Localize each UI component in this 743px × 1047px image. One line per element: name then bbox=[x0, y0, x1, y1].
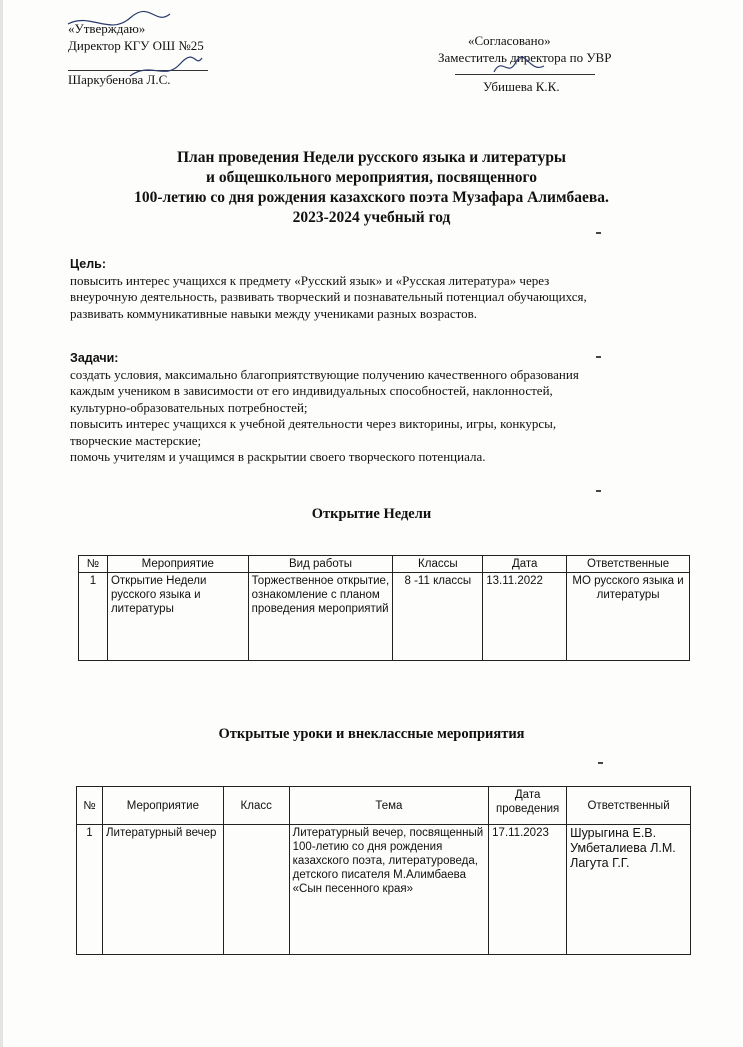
col-header: № bbox=[77, 787, 103, 825]
cell-num: 1 bbox=[79, 573, 108, 661]
goal-line: внеурочную деятельность, развивать творческий и познавательный потенциал обучающихся, bbox=[70, 289, 587, 304]
col-header: Ответственные bbox=[567, 556, 690, 573]
goal-section bbox=[70, 256, 700, 322]
signature-right bbox=[490, 52, 550, 82]
title-line: и общешкольного мероприятия, посвященного bbox=[206, 169, 537, 186]
col-header: Классы bbox=[393, 556, 483, 573]
responsible-name: Лагута Г.Г. bbox=[570, 856, 630, 870]
col-header: Вид работы bbox=[248, 556, 393, 573]
col-header: Мероприятие bbox=[102, 787, 223, 825]
tasks-line: повысить интерес учащихся к учебной деятельности через викторины, игры, конкурсы, bbox=[70, 416, 557, 431]
approval-right-heading: «Согласовано» bbox=[468, 33, 551, 48]
tasks-line: творческие мастерские; bbox=[70, 432, 202, 448]
document-title bbox=[0, 148, 743, 228]
scan-mark bbox=[596, 232, 601, 234]
col-header: Дата проведения bbox=[489, 787, 567, 825]
col-header: Дата bbox=[483, 556, 567, 573]
cell-date: 17.11.2023 bbox=[489, 825, 567, 955]
title-line: 2023-2024 учебный год bbox=[292, 209, 451, 226]
approval-left-heading: «Утверждаю» bbox=[68, 21, 146, 36]
approval-left-name: Шаркубенова Л.С. bbox=[68, 72, 171, 87]
responsible-name: Шурыгина Е.В. bbox=[570, 826, 657, 840]
title-line: План проведения Недели русского языка и литературы bbox=[176, 149, 567, 166]
tasks-line: создать условия, максимально благоприятствующие получению качественного образования bbox=[70, 366, 579, 382]
cell-event: Открытие Недели русского языка и литературы bbox=[107, 573, 248, 661]
section1-heading: Открытие Недели bbox=[311, 506, 432, 522]
approval-right-position: Заместитель директора по УВР bbox=[438, 50, 612, 65]
table-row bbox=[77, 825, 691, 955]
opening-table bbox=[78, 555, 690, 661]
goal-line: развивать коммуникативные навыки между учениками разных возрастов. bbox=[70, 305, 478, 321]
col-header: № bbox=[79, 556, 108, 573]
cell-event: Литературный вечер bbox=[102, 825, 223, 955]
tasks-section bbox=[70, 350, 700, 466]
responsible-name: Умбеталиева Л.М. bbox=[570, 841, 676, 855]
col-header: Ответственный bbox=[567, 787, 691, 825]
cell-responsible: МО русского языка и литературы bbox=[567, 573, 690, 661]
cell-classes: 8 -11 классы bbox=[393, 573, 483, 661]
tasks-line: каждым учеником в зависимости от его индивидуальных способностей, наклонностей, bbox=[70, 383, 553, 398]
approval-right-name: Убишева К.К. bbox=[483, 79, 560, 94]
cell-responsible bbox=[567, 825, 691, 955]
table-header-row bbox=[79, 556, 690, 573]
scan-mark bbox=[598, 762, 603, 764]
scan-mark bbox=[596, 356, 601, 358]
approval-left-position: Директор КГУ ОШ №25 bbox=[68, 38, 204, 53]
section2-heading: Открытые уроки и внеклассные мероприятия bbox=[218, 726, 525, 742]
events-table bbox=[76, 786, 691, 955]
cell-num: 1 bbox=[77, 825, 103, 955]
signature-left bbox=[60, 6, 210, 86]
tasks-line: культурно-образовательных потребностей; bbox=[70, 399, 308, 415]
cell-theme: Литературный вечер, посвященный 100-летию со дня рождения казахского поэта, литературоведа, детского писателя М.Алимбаева «Сын песенного края» bbox=[289, 825, 489, 955]
cell-work: Торжественное открытие, ознакомление с планом проведения мероприятий bbox=[248, 573, 393, 661]
col-header: Класс bbox=[223, 787, 289, 825]
cell-class bbox=[223, 825, 289, 955]
table-row bbox=[79, 573, 690, 661]
tasks-heading: Задачи: bbox=[70, 351, 119, 365]
scan-mark bbox=[596, 490, 601, 492]
goal-line: повысить интерес учащихся к предмету «Русский язык» и «Русская литература» через bbox=[70, 272, 550, 288]
table-header-row bbox=[77, 787, 691, 825]
tasks-line: помочь учителям и учащимся в раскрытии своего творческого потенциала. bbox=[70, 449, 486, 464]
cell-date: 13.11.2022 bbox=[483, 573, 567, 661]
title-line: 100-летию со дня рождения казахского поэта Музафара Алимбаева. bbox=[134, 189, 609, 206]
col-header: Тема bbox=[289, 787, 489, 825]
goal-heading: Цель: bbox=[70, 257, 107, 271]
col-header: Мероприятие bbox=[107, 556, 248, 573]
